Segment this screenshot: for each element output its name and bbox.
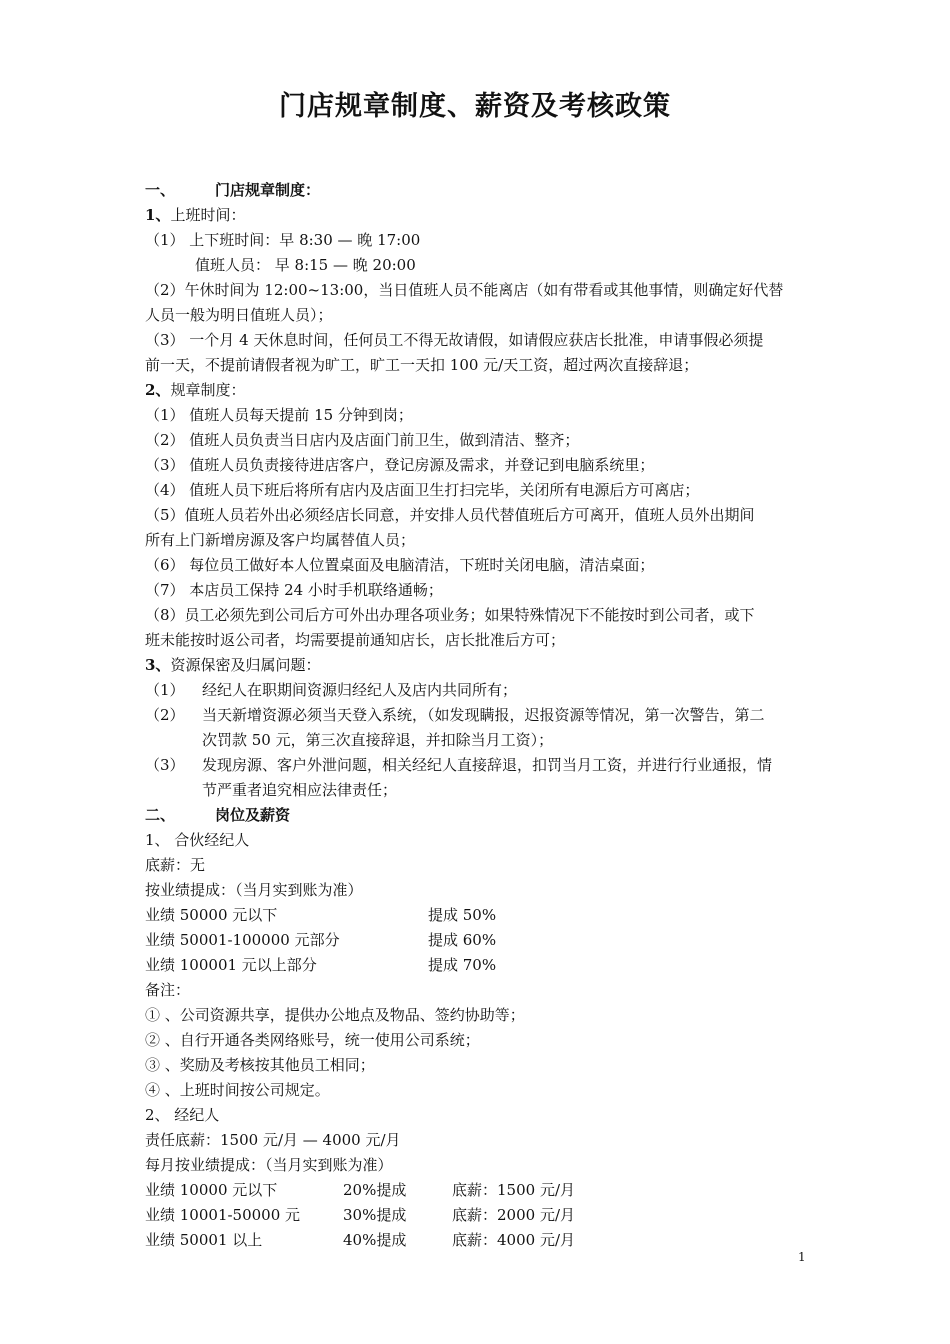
- text-line: （3） 一个月 4 天休息时间，任何员工不得无故请假，如请假应获店长批准，申请事假必须提: [145, 331, 764, 349]
- tier-range: 业绩 100001 元以上部分: [145, 956, 317, 974]
- tier-rate: 提成 70%: [428, 956, 497, 974]
- section-1-number: 一、: [145, 181, 176, 199]
- agent-tier-rate: 20%提成: [343, 1181, 407, 1199]
- text-line: （1） 上下班时间：早 8:30 — 晚 17:00: [145, 231, 421, 249]
- partner-base-salary: 底薪：无: [145, 856, 206, 874]
- agent-tier-base: 底薪：2000 元/月: [452, 1206, 575, 1224]
- rule-item: 班未能按时返公司者，均需要提前通知店长，店长批准后方可；: [145, 631, 566, 649]
- resource-item-number: （1）: [145, 681, 185, 699]
- subsection-1-3: [145, 655, 320, 675]
- rule-item: （4） 值班人员下班后将所有店内及店面卫生打扫完毕，关闭所有电源后方可离店；: [145, 481, 700, 499]
- resource-item: 发现房源、客户外泄问题，相关经纪人直接辞退，扣罚当月工资，并进行行业通报，情: [202, 756, 773, 774]
- rule-item: 所有上门新增房源及客户均属替值人员；: [145, 531, 416, 549]
- tier-range: 业绩 50001-100000 元部分: [145, 931, 340, 949]
- notes-label: 备注：: [145, 981, 191, 999]
- subsection-1-2: [145, 380, 245, 400]
- agent-tier-base: 底薪：1500 元/月: [452, 1181, 575, 1199]
- rule-item: （5）值班人员若外出必须经店长同意，并安排人员代替值班后方可离开，值班人员外出期间: [145, 506, 755, 524]
- agent-tier-range: 业绩 10001-50000 元: [145, 1206, 301, 1224]
- agent-title: 2、 经纪人: [145, 1106, 220, 1124]
- rule-item: （1） 值班人员每天提前 15 分钟到岗；: [145, 406, 413, 424]
- agent-tier-rate: 40%提成: [343, 1231, 407, 1249]
- text-line: 值班人员： 早 8:15 — 晚 20:00: [195, 256, 416, 274]
- text-line: 人员一般为明日值班人员）；: [145, 306, 333, 324]
- section-2-title: 岗位及薪资: [215, 806, 291, 824]
- resource-item: 经纪人在职期间资源归经纪人及店内共同所有；: [202, 681, 518, 699]
- rule-item: （8）员工必须先到公司后方可外出办理各项业务；如果特殊情况下不能按时到公司者，或下: [145, 606, 755, 624]
- note-item: ③ 、奖励及考核按其他员工相同；: [145, 1056, 375, 1074]
- subsection-number: 2、: [145, 381, 171, 399]
- note-item: ④ 、上班时间按公司规定。: [145, 1081, 330, 1099]
- resource-item: 当天新增资源必须当天登入系统，（如发现瞒报，迟报资源等情况，第一次警告，第二: [202, 706, 765, 724]
- tier-rate: 提成 60%: [428, 931, 497, 949]
- rule-item: （6） 每位员工做好本人位置桌面及电脑清洁，下班时关闭电脑，清洁桌面；: [145, 556, 655, 574]
- resource-item-number: （3）: [145, 756, 185, 774]
- note-item: ① 、公司资源共享，提供办公地点及物品、签约协助等；: [145, 1006, 525, 1024]
- page-number: 1: [798, 1250, 806, 1264]
- agent-tier-base: 底薪：4000 元/月: [452, 1231, 575, 1249]
- text-line: 前一天，不提前请假者视为旷工，旷工一天扣 100 元/天工资，超过两次直接辞退；: [145, 356, 699, 374]
- subsection-title: 规章制度：: [170, 381, 246, 399]
- agent-tier-rate: 30%提成: [343, 1206, 407, 1224]
- page-title: 门店规章制度、薪资及考核政策: [279, 91, 671, 122]
- subsection-number: 3、: [145, 656, 171, 674]
- section-2-heading: [145, 805, 290, 825]
- agent-commission-title: 每月按业绩提成：（当月实到账为准）: [145, 1156, 393, 1174]
- tier-range: 业绩 50000 元以下: [145, 906, 278, 924]
- text-line: （2）午休时间为 12:00~13:00，当日值班人员不能离店（如有带看或其他事情，则确定好代替: [145, 281, 784, 299]
- resource-item-number: （2）: [145, 706, 185, 724]
- section-2-number: 二、: [145, 806, 176, 824]
- subsection-number: 1、: [145, 206, 171, 224]
- resource-item: 次罚款 50 元，第三次直接辞退，并扣除当月工资）；: [202, 731, 554, 749]
- resource-item: 节严重者追究相应法律责任；: [202, 781, 398, 799]
- rule-item: （7） 本店员工保持 24 小时手机联络通畅；: [145, 581, 443, 599]
- rule-item: （3） 值班人员负责接待进店客户，登记房源及需求，并登记到电脑系统里；: [145, 456, 655, 474]
- agent-tier-range: 业绩 10000 元以下: [145, 1181, 278, 1199]
- tier-rate: 提成 50%: [428, 906, 497, 924]
- agent-base-salary: 责任底薪：1500 元/月 — 4000 元/月: [145, 1131, 401, 1149]
- note-item: ② 、自行开通各类网络账号，统一使用公司系统；: [145, 1031, 480, 1049]
- agent-tier-range: 业绩 50001 以上: [145, 1231, 263, 1249]
- commission-title: 按业绩提成：（当月实到账为准）: [145, 881, 363, 899]
- subsection-1-1: [145, 205, 245, 225]
- rule-item: （2） 值班人员负责当日店内及店面门前卫生，做到清洁、整齐；: [145, 431, 580, 449]
- section-1-heading: [145, 180, 320, 200]
- section-1-title: 门店规章制度：: [215, 181, 321, 199]
- subsection-title: 资源保密及归属问题：: [170, 656, 321, 674]
- subsection-title: 上班时间：: [170, 206, 246, 224]
- partner-title: 1、 合伙经纪人: [145, 831, 250, 849]
